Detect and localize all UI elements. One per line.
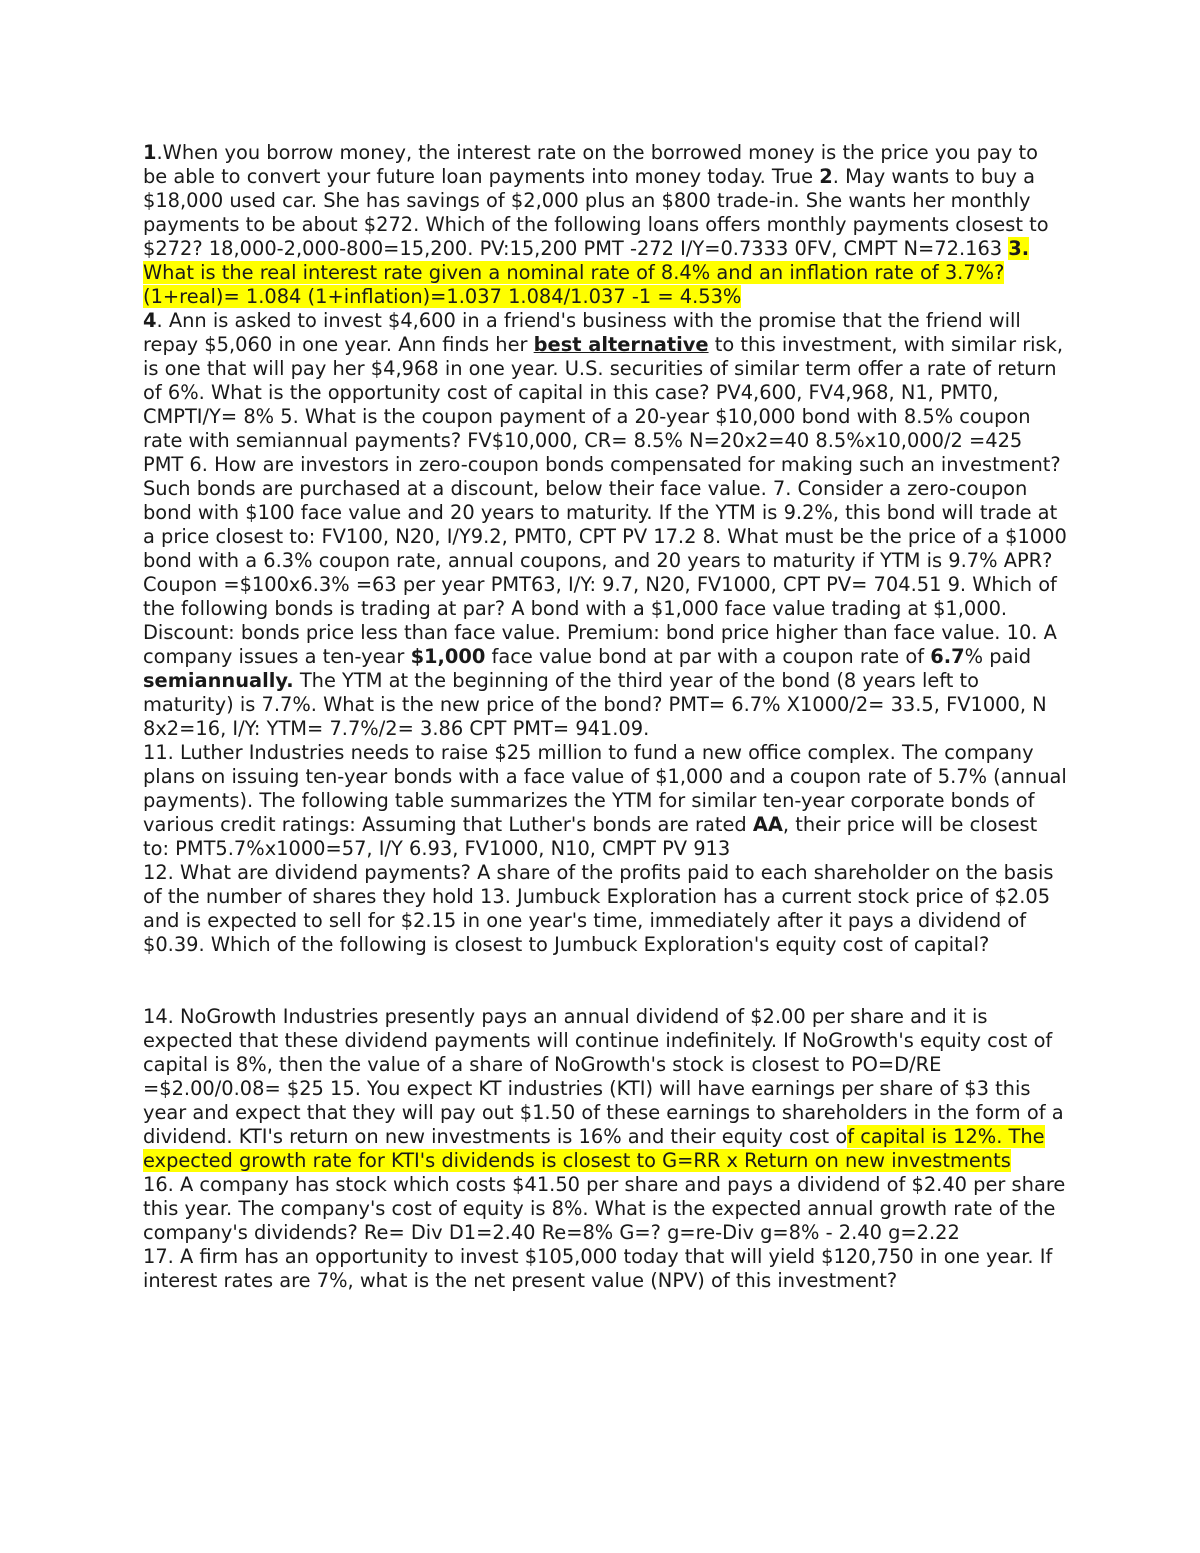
question-10-text-a: face value bond at par with a coupon rate of [485, 645, 931, 668]
questions-12-13-text: 12. What are dividend payments? A share of the profits paid to each shareholder on the basis of the number of shares they hold 13. Jumbuck Exploration has a current stock price of $2.05 and is expected to sell for $2.15 in one year's time, immediately after it pays a dividend of $0.39. Which of the following is closest to Jumbuck Exploration's equity cost of capital? [143, 861, 1054, 956]
question-15-highlight: f capital is 12%. The expected growth rate for KTI's dividends is closest to G=RR x Return on new investments [143, 1125, 1045, 1172]
question-3-text: What is the real interest rate given a nominal rate of 8.4% and an inflation rate of 3.7%? (1+real)= 1.084 (1+inflation)=1.037 1.084/1.037 -1 = 4.53% [143, 261, 1005, 308]
question-11-rating: AA [752, 813, 783, 836]
question-16-text: 16. A company has stock which costs $41.50 per share and pays a dividend of $2.40 per share this year. The company's cost of equity is 8%. What is the expected annual growth rate of the company's dividends? Re= Div D1=2.40 Re=8% G=? g=re-Div g=8% - 2.40 g=2.22 [143, 1173, 1066, 1244]
question-11-text-a: 11. Luther Industries needs to raise $25 million to fund a new office complex. The company plans on issuing ten-year bonds with a face value of $1,000 and a coupon rate of 5.7% (annual payments). The following table summarizes the YTM for similar ten-year corporate bonds of various credit ratings: Assuming that Luther's bonds are rated [143, 741, 1067, 836]
question-10-coupon-rate: 6.7 [930, 645, 965, 668]
question-2-text: . May wants to buy a $18,000 used car. She has savings of $2,000 plus an $800 trade-in. She wants her monthly payments to be about $272. Which of the following loans offers monthly payments closest to $272? 18,000-2,000-800=15,200. PV:15,200 PMT -272 I/Y=0.7333 0FV, CMPT N=72.163 [143, 165, 1049, 260]
blank-line-gap [143, 957, 1068, 1005]
paragraph-question-16 [143, 1173, 1068, 1245]
paragraph-questions-1-3 [143, 141, 1068, 309]
question-4-text-a: . Ann is asked to invest $4,600 in a friend's business with the promise that the friend will repay $5,060 in one year. Ann finds her [143, 309, 1021, 356]
question-10-semiannually: semiannually. [143, 669, 294, 692]
question-11-text-b: , their price will be closest to: PMT5.7%x1000=57, I/Y 6.93, FV1000, N10, CMPT PV 913 [143, 813, 1038, 860]
questions-14-15-text: 14. NoGrowth Industries presently pays an annual dividend of $2.00 per share and it is expected that these dividend payments will continue indefinitely. If NoGrowth's equity cost of capital is 8%, then the value of a share of NoGrowth's stock is closest to PO=D/RE =$2.00/0.08= $25 15. You expect KT industries (KTI) will have earnings per share of $3 this year and expect that they will pay out $1.50 of these earnings to shareholders in the form of a dividend. KTI's return on new investments is 16% and their equity cost o [143, 1005, 1064, 1148]
paragraph-question-11 [143, 741, 1068, 861]
paragraph-questions-12-13 [143, 861, 1068, 957]
paragraph-questions-14-15 [143, 1005, 1068, 1173]
question-2-number: 2 [819, 165, 833, 188]
paragraph-questions-4-10 [143, 309, 1068, 741]
question-10-face-value: $1,000 [410, 645, 486, 668]
question-10-text-b: % paid [964, 645, 1032, 668]
questions-4-10-text: to this investment, with similar risk, is one that will pay her $4,968 in one year. U.S. securities of similar term offer a rate of return of 6%. What is the opportunity cost of capital in this case? PV4,600, FV4,968, N1, PMT0, CMPTI/Y= 8% 5. What is the coupon payment of a 20-year $10,000 bond with 8.5% coupon rate with semiannual payments? FV$10,000, CR= 8.5% N=20x2=40 8.5%x10,000/2 =425 PMT 6. How are investors in zero-coupon bonds compensated for making such an investment? Such bonds are purchased at a discount, below their face value. 7. Consider a zero-coupon bond with $100 face value and 20 years to maturity. If the YTM is 9.2%, this bond will trade at a price closest to: FV100, N20, I/Y9.2, PMT0, CPT PV 17.2 8. What must be the price of a $1000 bond with a 6.3% coupon rate, annual coupons, and 20 years to maturity if YTM is 9.7% APR? Coupon =$100x6.3% =63 per year PMT63, I/Y: 9.7, N20, FV1000, CPT PV= 704.51 9. Which of the following bonds is trading at par? A bond with a $1,000 face value trading at $1,000. Discount: bonds price less than face value. Premium: bond price higher than face value. 10. A company issues a ten-year [143, 333, 1067, 668]
question-1-number: 1 [143, 141, 157, 164]
question-4-number: 4 [143, 309, 157, 332]
question-10-text-c: The YTM at the beginning of the third year of the bond (8 years left to maturity) is 7.7%. What is the new price of the bond? PMT= 6.7% X1000/2= 33.5, FV1000, N 8x2=16, I/Y: YTM= 7.7%/2= 3.86 CPT PMT= 941.09. [143, 669, 1047, 740]
best-alternative-emphasis: best alternative [533, 333, 709, 356]
question-17-text: 17. A firm has an opportunity to invest $105,000 today that will yield $120,750 in one year. If interest rates are 7%, what is the net present value (NPV) of this investment? [143, 1245, 1053, 1292]
question-1-text: .When you borrow money, the interest rate on the borrowed money is the price you pay to be able to convert your future loan payments into money today. True [143, 141, 1038, 188]
paragraph-question-17 [143, 1245, 1068, 1293]
document-page [143, 141, 1068, 1293]
question-3-number: 3. [1008, 237, 1030, 260]
